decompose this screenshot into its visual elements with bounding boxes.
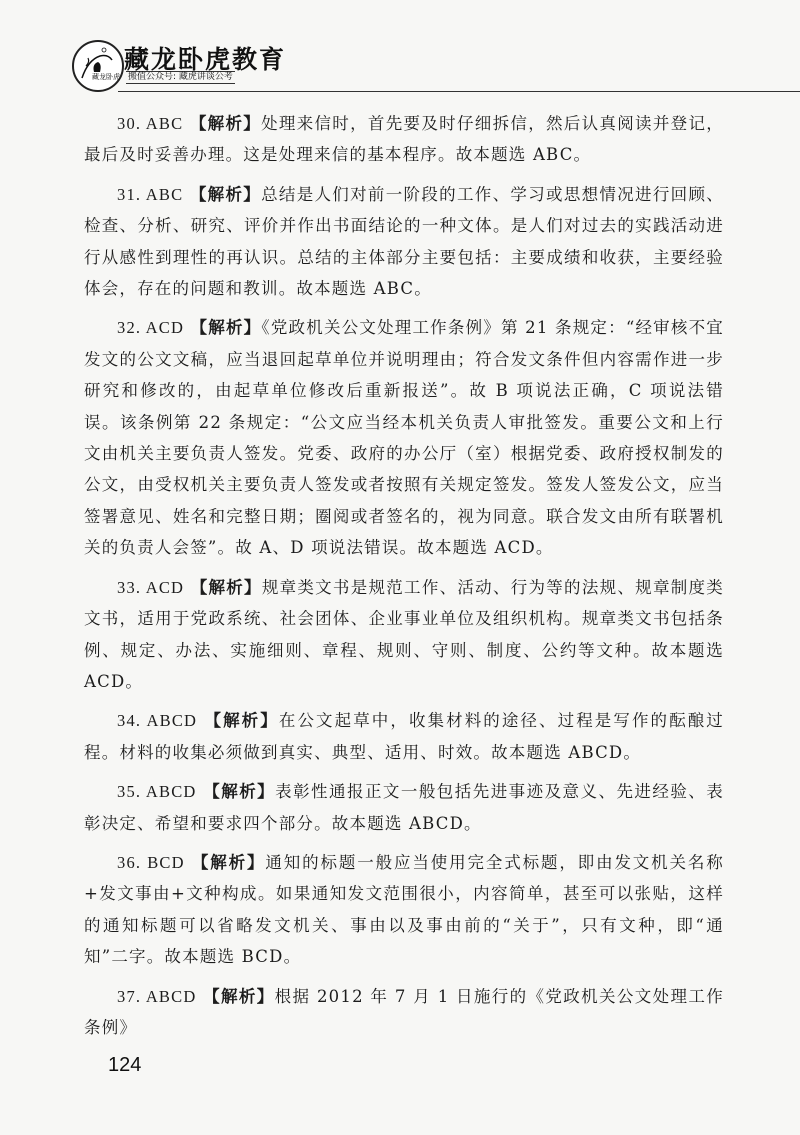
explanation-paragraph — [84, 981, 724, 1044]
logo-text: 藏龙卧虎 — [92, 73, 120, 81]
explanation-text: 处理来信时，首先要及时仔细拆信，然后认真阅读并登记，最后及时妥善办理。这是处理来信的基本程序。故本题选 ABC。 — [84, 114, 724, 165]
brand-subtitle: 搬值公众号: 藏虎讲谈公考 — [128, 72, 233, 82]
answer-number: 35. ABCD — [117, 782, 197, 802]
explanation-paragraph — [84, 179, 724, 305]
explanation-paragraph — [84, 108, 724, 171]
explanation-paragraph — [84, 776, 724, 839]
header-divider — [118, 91, 800, 92]
analysis-tag: 【解析】 — [191, 852, 266, 872]
answer-number: 34. ABCD — [117, 711, 198, 731]
answer-number: 31. ABC — [117, 184, 184, 204]
brand-logo — [72, 40, 124, 92]
explanation-paragraph — [84, 705, 724, 768]
explanation-text: 在公文起草中，收集材料的途径、过程是写作的酝酿过程。材料的收集必须做到真实、典型、适用、时效。故本题选 ABCD。 — [84, 711, 724, 762]
explanation-paragraph — [84, 847, 724, 973]
answer-number: 36. BCD — [117, 852, 185, 872]
answer-number: 30. ABC — [117, 114, 184, 133]
answer-number: 37. ABCD — [117, 986, 197, 1006]
explanation-text: 根据 2012 年 7 月 1 日施行的《党政机关公文处理工作条例》 — [84, 986, 724, 1037]
explanation-text: 《党政机关公文处理工作条例》第 21 条规定：“经审核不宜发文的公文文稿，应当退回起草单位并说明理由；符合发文条件但内容需作进一步研究和修改的，由起草单位修改后重新报送”。故 B 项说法正确，C 项说法错误。该条例第 22 条规定：“公文应当经本机关负责人审批签发。重要公文和上行文由机关主要负责人签发。党委、政府的办公厅（室）根据党委、政府授权制发的公文，由受权机关主要负责人签发或者按照有关规定签发。签发人签发公文，应当签署意见、姓名和完整日期；圈阅或者签名的，视为同意。联合发文由所有联署机关的负责人会签”。故 A、D 项说法错误。故本题选 ACD。 — [84, 318, 724, 558]
analysis-tag: 【解析】 — [190, 577, 262, 597]
explanation-text: 表彰性通报正文一般包括先进事迹及意义、先进经验、表彰决定、希望和要求四个部分。故本题选 ABCD。 — [84, 782, 724, 833]
analysis-tag: 【解析】 — [203, 782, 276, 802]
explanation-paragraph — [84, 572, 724, 698]
tiger-icon — [74, 42, 122, 90]
analysis-tag: 【解析】 — [204, 711, 279, 731]
analysis-tag: 【解析】 — [189, 184, 262, 204]
explanation-paragraph — [84, 312, 724, 563]
page-number: 124 — [108, 1054, 142, 1076]
answer-number: 32. ACD — [117, 318, 185, 338]
analysis-tag: 【解析】 — [203, 986, 275, 1006]
answer-number: 33. ACD — [117, 577, 185, 597]
page-header — [0, 0, 800, 92]
explanation-text: 规章类文书是规范工作、活动、行为等的法规、规章制度类文书，适用于党政系统、社会团体、企业事业单位及组织机构。规章类文书包括条例、规定、办法、实施细则、章程、规则、守则、制度、公约等文种。故本题选 ACD。 — [84, 577, 724, 691]
brand-title: 藏龙卧虎教育 — [124, 45, 287, 74]
answer-explanations — [84, 108, 724, 1051]
explanation-text: 总结是人们对前一阶段的工作、学习或思想情况进行回顾、检查、分析、研究、评价并作出书面结论的一种文体。是人们对过去的实践活动进行从感性到理性的再认识。总结的主体部分主要包括：主要成绩和收获，主要经验体会，存在的问题和教训。故本题选 ABC。 — [84, 184, 724, 299]
analysis-tag: 【解析】 — [190, 318, 262, 338]
explanation-text: 通知的标题一般应当使用完全式标题，即由发文机关名称+发文事由+文种构成。如果通知发文范围很小，内容简单，甚至可以张贴，这样的通知标题可以省略发文机关、事由以及事由前的“关于”，只有文种，即“通知”二字。故本题选 BCD。 — [84, 852, 724, 967]
analysis-tag: 【解析】 — [189, 114, 262, 133]
